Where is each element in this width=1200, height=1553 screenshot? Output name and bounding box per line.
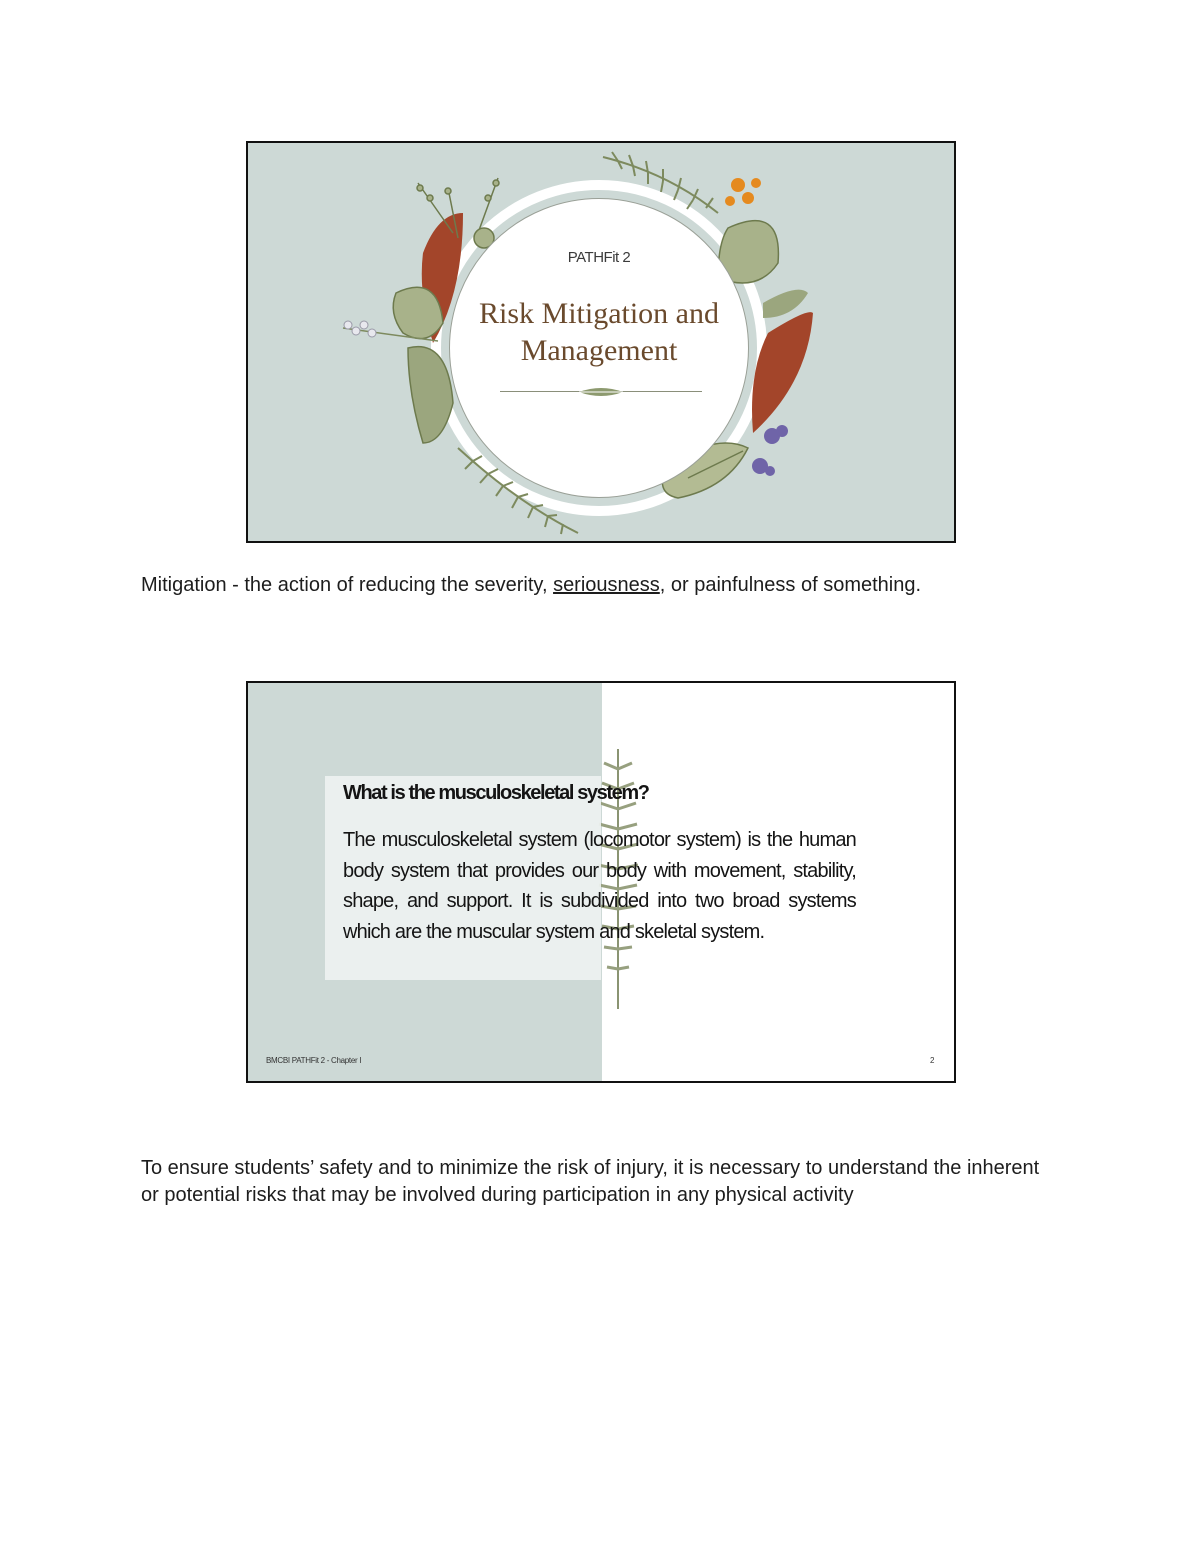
safety-paragraph: To ensure students’ safety and to minimize the risk of injury, it is necessary to understand the inherent or potential risks that may be involved during participation in any physical activity (141, 1157, 1040, 1206)
question-answer: The musculoskeletal system (locomotor system) is the human body system that provides our body with movement, stability, shape, and support. It is subdivided into two broad systems which are the muscular system and skeletal system. (343, 829, 856, 943)
title-slide (246, 141, 956, 543)
slide-page-number: 2 (930, 1056, 935, 1065)
fern-ornament-icon (577, 386, 625, 398)
mitigation-definition (141, 572, 1041, 599)
slide-footer-text: BMCBI PATHFit 2 - Chapter I (266, 1056, 362, 1065)
slide-title-line-2: Management (520, 334, 678, 367)
definition-underlined-word: seriousness (553, 574, 660, 596)
content-slide (246, 681, 956, 1083)
slide-title-line-1: Risk Mitigation and (479, 297, 719, 330)
definition-text-start: Mitigation - the action of reducing the severity, (141, 574, 554, 596)
definition-text-end: , or painfulness of something. (659, 574, 922, 596)
slide-title (449, 295, 749, 369)
slide-kicker: PATHFit 2 (567, 249, 631, 266)
question-heading: What is the musculoskeletal system? (343, 782, 649, 804)
